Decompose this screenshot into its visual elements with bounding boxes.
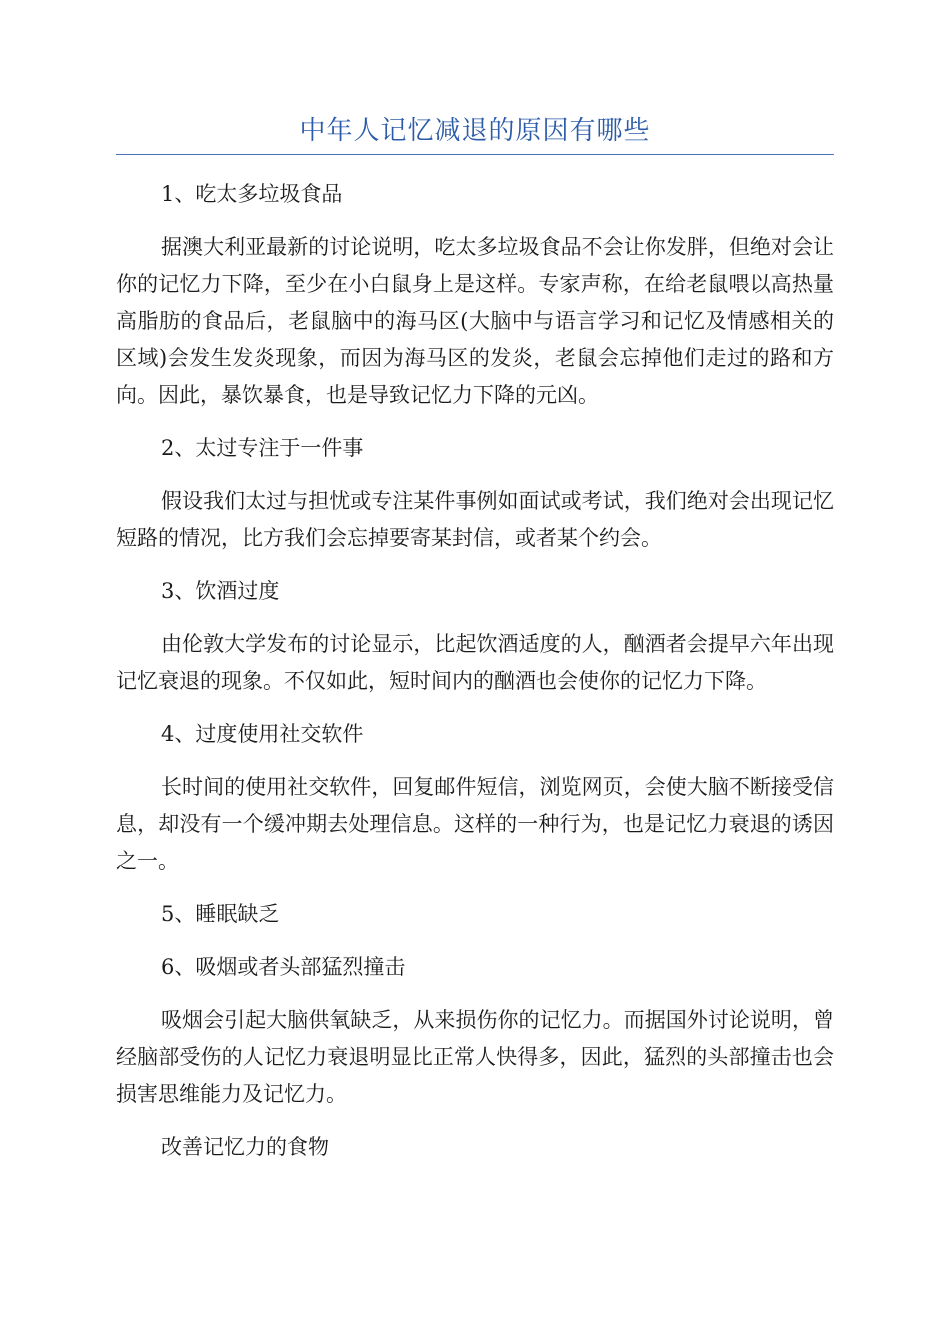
paragraph-over-focus: 假设我们太过与担忧或专注某件事例如面试或考试，我们绝对会出现记忆短路的情况，比方我们会忘掉要寄某封信，或者某个约会。 — [116, 489, 834, 550]
section-heading-smoking-head-injury: 6、吸烟或者头部猛烈撞击 — [161, 955, 406, 979]
title-underline — [116, 154, 834, 155]
section-heading-social-apps: 4、过度使用社交软件 — [161, 722, 364, 746]
paragraph-drinking: 由伦敦大学发布的讨论显示，比起饮酒适度的人，酗酒者会提早六年出现记忆衰退的现象。不仅如此，短时间内的酗酒也会使你的记忆力下降。 — [116, 632, 834, 693]
section-heading-drinking: 3、饮酒过度 — [161, 579, 280, 603]
section-heading-over-focus: 2、太过专注于一件事 — [161, 436, 364, 460]
section-heading-memory-foods: 改善记忆力的食物 — [161, 1135, 329, 1159]
paragraph-junk-food: 据澳大利亚最新的讨论说明，吃太多垃圾食品不会让你发胖，但绝对会让你的记忆力下降，至少在小白鼠身上是这样。专家声称，在给老鼠喂以高热量高脂肪的食品后，老鼠脑中的海马区(大脑中与语言学习和记忆及情感相关的区域)会发生发炎现象，而因为海马区的发炎，老鼠会忘掉他们走过的路和方向。因此，暴饮暴食，也是导致记忆力下降的元凶。 — [116, 235, 834, 407]
section-heading-junk-food: 1、吃太多垃圾食品 — [161, 182, 343, 206]
paragraph-smoking-head-injury: 吸烟会引起大脑供氧缺乏，从来损伤你的记忆力。而据国外讨论说明，曾经脑部受伤的人记忆力衰退明显比正常人快得多，因此，猛烈的头部撞击也会损害思维能力及记忆力。 — [116, 1008, 834, 1106]
document-title: 中年人记忆减退的原因有哪些 — [299, 116, 651, 146]
section-heading-sleep: 5、睡眠缺乏 — [161, 902, 280, 926]
document-body — [116, 176, 834, 1182]
paragraph-social-apps: 长时间的使用社交软件，回复邮件短信，浏览网页，会使大脑不断接受信息，却没有一个缓冲期去处理信息。这样的一种行为，也是记忆力衰退的诱因之一。 — [116, 775, 834, 873]
